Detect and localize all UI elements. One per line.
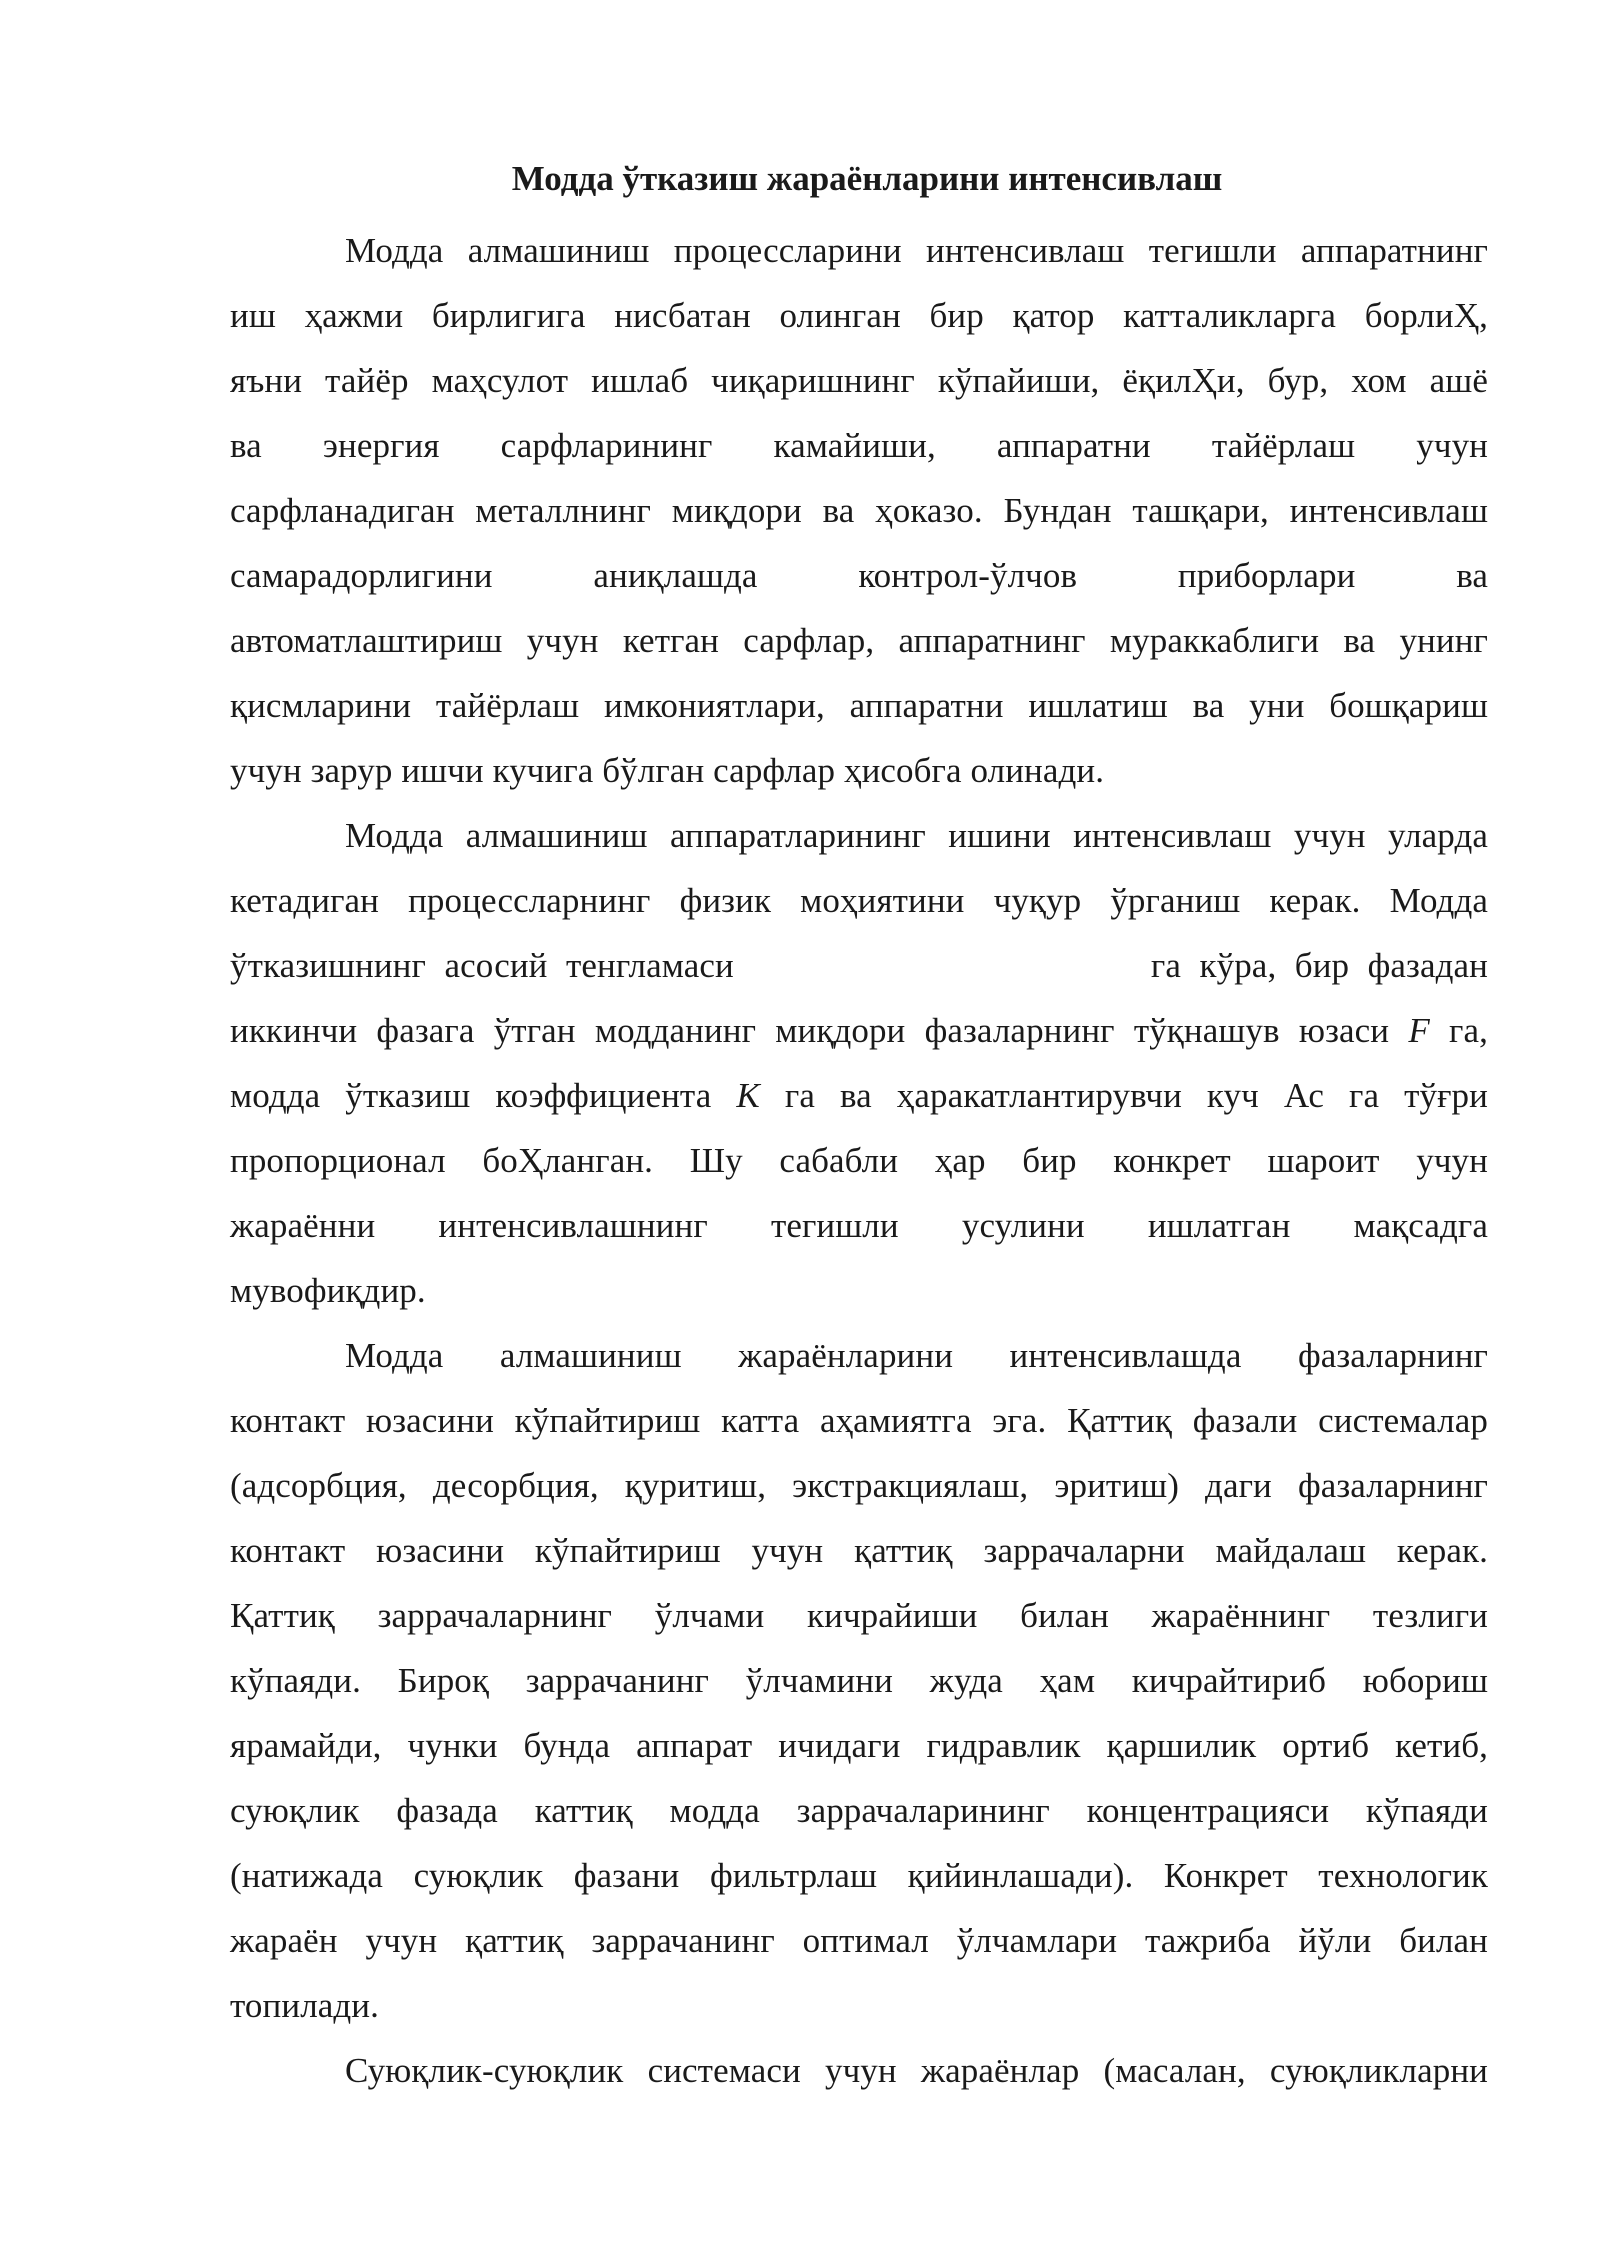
text-line: кўпаяди. Бироқ заррачанинг ўлчамини жуда ҳам кичрайтириб юбориш — [230, 1661, 1488, 1700]
text-line — [230, 933, 1488, 998]
text-line: ва энергия сарфларининг камайиши, аппаратни тайёрлаш учун — [230, 426, 1488, 465]
paragraph-4 — [230, 2038, 1488, 2103]
variable-f: F — [1408, 1011, 1430, 1050]
text-line: контакт юзасини кўпайтириш катта аҳамиятга эга. Қаттиқ фазали системалар — [230, 1401, 1488, 1440]
text-fragment: иккинчи фазага ўтган модданинг миқдори фазаларнинг тўқнашув юзаси — [230, 1011, 1390, 1050]
text-line: қисмларини тайёрлаш имкониятлари, аппаратни ишлатиш ва уни бошқариш — [230, 686, 1488, 725]
text-line: жараён учун қаттиқ заррачанинг оптимал ўлчамлари тажриба йўли билан — [230, 1921, 1488, 1960]
document-title: Модда ўтказиш жараёнларини интенсивлаш — [511, 159, 1223, 198]
text-line — [230, 1063, 1488, 1128]
text-line: мувофиқдир. — [230, 1271, 426, 1310]
text-line: (адсорбция, десорбция, қуритиш, экстракциялаш, эритиш) даги фазаларнинг — [230, 1466, 1488, 1505]
text-line: топилади. — [230, 1986, 379, 2025]
text-line: Модда алмашиниш процессларини интенсивлаш тегишли аппаратнинг — [345, 231, 1488, 270]
text-fragment: га кўра, бир фазадан — [1150, 946, 1488, 985]
text-fragment: га ва ҳаракатлантирувчи куч Ас га тўғри — [784, 1076, 1488, 1115]
text-line: жараённи интенсивлашнинг тегишли усулини ишлатган мақсадга — [230, 1206, 1488, 1245]
text-fragment: ўтказишнинг асосий тенгламаси — [230, 946, 734, 985]
text-line: ярамайди, чунки бунда аппарат ичидаги гидравлик қаршилик ортиб кетиб, — [230, 1726, 1488, 1765]
text-line: яъни тайёр маҳсулот ишлаб чиқаришнинг кўпайиши, ёқилҲи, бур, хом ашё — [230, 361, 1488, 400]
document-page — [230, 140, 1488, 2103]
text-line: Суюқлик-суюқлик системаси учун жараёнлар (масалан, суюқликларни — [345, 2051, 1488, 2090]
text-line: Модда алмашиниш жараёнларини интенсивлашда фазаларнинг — [345, 1336, 1488, 1375]
text-line: учун зарур ишчи кучига бўлган сарфлар ҳисобга олинади. — [230, 751, 1105, 790]
paragraph-2 — [230, 803, 1488, 1323]
text-line: кетадиган процессларнинг физик моҳиятини чуқур ўрганиш керак. Модда — [230, 881, 1488, 920]
text-line: Модда алмашиниш аппаратларининг ишини интенсивлаш учун уларда — [345, 816, 1488, 855]
text-line: (натижада суюқлик фазани фильтрлаш қийинлашади). Конкрет технологик — [230, 1856, 1488, 1895]
text-line: сарфланадиган металлнинг миқдори ва ҳоказо. Бундан ташқари, интенсивлаш — [230, 491, 1488, 530]
text-line: Қаттиқ заррачаларнинг ўлчами кичрайиши билан жараённинг тезлиги — [230, 1596, 1488, 1635]
text-line: контакт юзасини кўпайтириш учун қаттиқ заррачаларни майдалаш керак. — [230, 1531, 1488, 1570]
text-line — [230, 998, 1488, 1063]
text-fragment: модда ўтказиш коэффициента — [230, 1076, 712, 1115]
text-line: автоматлаштириш учун кетган сарфлар, аппаратнинг мураккаблиги ва унинг — [230, 621, 1488, 660]
text-line: суюқлик фазада каттиқ модда заррачаларининг концентрацияси кўпаяди — [230, 1791, 1488, 1830]
text-line: иш ҳажми бирлигига нисбатан олинган бир қатор катталикларга борлиҲ, — [230, 296, 1488, 335]
variable-k: K — [736, 1076, 760, 1115]
paragraph-3 — [230, 1323, 1488, 2038]
text-line: самарадорлигини аниқлашда контрол-ўлчов приборлари ва — [230, 556, 1488, 595]
text-fragment: га, — [1449, 1011, 1488, 1050]
text-line: пропорционал боҲланган. Шу сабабли ҳар бир конкрет шароит учун — [230, 1141, 1488, 1180]
paragraph-1 — [230, 218, 1488, 803]
